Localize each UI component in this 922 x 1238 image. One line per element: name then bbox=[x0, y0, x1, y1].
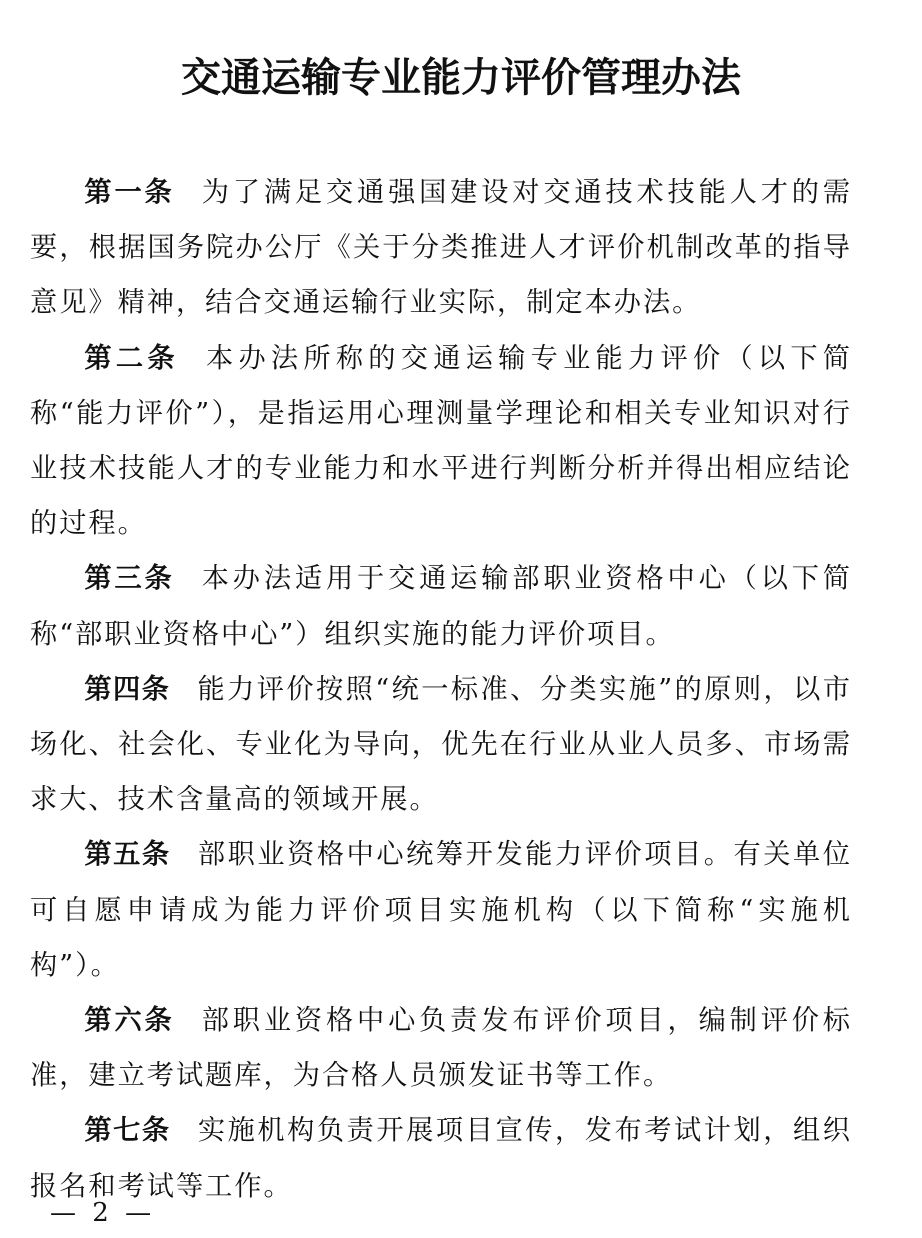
article-number: 第一条 bbox=[84, 177, 175, 208]
article-3 bbox=[30, 551, 852, 661]
document-title: 交通运输专业能力评价管理办法 bbox=[181, 55, 741, 101]
article-number: 第四条 bbox=[84, 673, 171, 705]
article-text: 部职业资格中心负责发布评价项目，编制评价标准，建立考试题库，为合格人员颁发证书等工作。 bbox=[30, 1005, 852, 1092]
article-number: 第五条 bbox=[84, 839, 171, 871]
article-text: 实施机构负责开展项目宣传，发布考试计划，组织报名和考试等工作。 bbox=[30, 1115, 852, 1202]
article-4 bbox=[30, 662, 852, 828]
document-body bbox=[30, 165, 852, 1214]
article-number: 第六条 bbox=[84, 1005, 175, 1037]
article-number: 第三条 bbox=[84, 563, 175, 595]
article-text: 为了满足交通强国建设对交通技术技能人才的需要，根据国务院办公厅《关于分类推进人才评价机制改革的指导意见》精神，结合交通运输行业实际，制定本办法。 bbox=[30, 177, 852, 319]
page-number: — 2 — bbox=[50, 1198, 156, 1228]
article-1 bbox=[30, 165, 852, 331]
article-number: 第七条 bbox=[84, 1115, 171, 1147]
article-text: 部职业资格中心统筹开发能力评价项目。有关单位可自愿申请成为能力评价项目实施机构（以下简称“实施机构”）。 bbox=[30, 839, 852, 981]
article-6 bbox=[30, 993, 852, 1103]
article-text: 能力评价按照“统一标准、分类实施”的原则，以市场化、社会化、专业化为导向，优先在行业从业人员多、市场需求大、技术含量高的领域开展。 bbox=[30, 673, 852, 816]
article-2 bbox=[30, 331, 852, 552]
article-number: 第二条 bbox=[84, 342, 179, 374]
article-5 bbox=[30, 827, 852, 993]
article-text: 本办法适用于交通运输部职业资格中心（以下简称“部职业资格中心”）组织实施的能力评价项目。 bbox=[30, 563, 852, 650]
article-text: 本办法所称的交通运输专业能力评价（以下简称“能力评价”），是指运用心理测量学理论和相关专业知识对行业技术技能人才的专业能力和水平进行判断分析并得出相应结论的过程。 bbox=[30, 342, 852, 540]
